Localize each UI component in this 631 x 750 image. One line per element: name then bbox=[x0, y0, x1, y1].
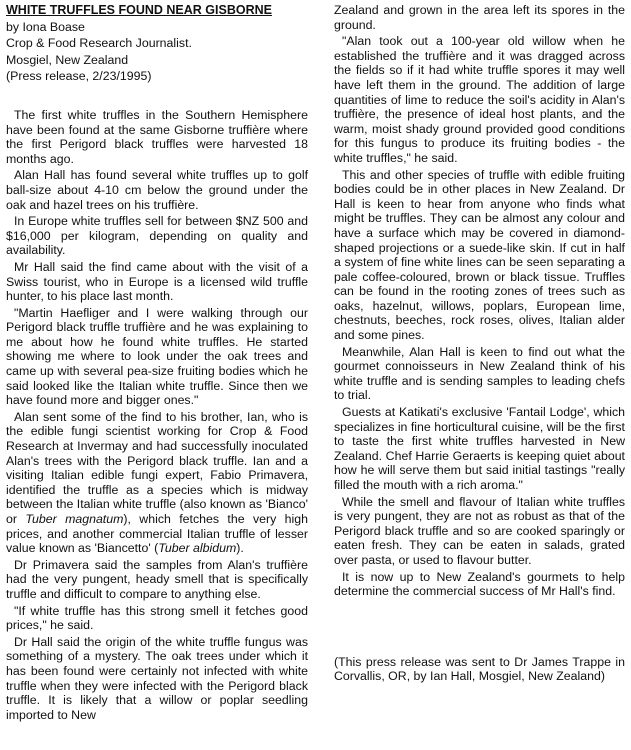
continued-paragraph: Zealand and grown in the area left its spores in the ground. bbox=[334, 3, 625, 32]
species-name: Tuber magnatum bbox=[25, 512, 124, 526]
paragraph: Guests at Katikati's exclusive 'Fantail Lodge', which specializes in fine horticultural cuisine, will be the first to taste the first white truffles harvested in New Zealand. Chef Harrie Geraerts is keeping quiet about how he will serve them but said initial tastings "really filled the mouth with a rich aroma." bbox=[334, 405, 625, 492]
left-column bbox=[6, 3, 308, 722]
paragraph: It is now up to New Zealand's gourmets to help determine the commercial success of Mr Hall's find. bbox=[334, 569, 625, 599]
paragraph: Dr Hall said the origin of the white truffle fungus was something of a mystery. The oak trees under which it has been found were certainly not infected with white truffle when they were infected with the Perigord black truffle. It is likely that a willow or poplar seedling imported to New bbox=[6, 634, 308, 722]
paragraph: "Alan took out a 100-year old willow when he established the truffière and it was dragged across the fields so if it had white truffle spores it may well have left them in the ground. The addition of large quantities of lime to reduce the soil's acidity in Alan's truffière, the presence of ideal host plants, and the warm, moist shady ground provided good conditions for this fungus to produce its fruiting bodies - the white truffles," he said. bbox=[334, 34, 625, 165]
paragraph: This and other species of truffle with edible fruiting bodies could be in other places in New Zealand. Dr Hall is keen to hear from anyone who finds what might be truffles. They can be almost any colour and have a surface which may be covered in diamond-shaped projections or a suede-like skin. If cut in half a system of fine white lines can be seen separating a pale coffee-coloured, brown or black tissue. Truffles can be found in the rooting zones of trees such as oaks, hazelnut, willows, poplars, European lime, chestnuts, beeches, rock roses, olives, Italian alder and some pines. bbox=[334, 167, 625, 343]
spacer bbox=[6, 84, 308, 108]
paragraph: Alan Hall has found several white truffles up to golf ball-size about 4-10 cm below the ground under the oak and hazel trees on his truffière. bbox=[6, 168, 308, 212]
spacer bbox=[334, 599, 625, 655]
paragraph: Mr Hall said the find came about with the visit of a Swiss tourist, who in Europe is a licensed wild truffle hunter, to his place last month. bbox=[6, 259, 308, 304]
paragraph: In Europe white truffles sell for between $NZ 500 and $16,000 per kilogram, depending on quality and availability. bbox=[6, 214, 308, 258]
paragraph-identification bbox=[6, 410, 308, 556]
paragraph: "Martin Haefliger and I were walking through our Perigord black truffle truffière and he was explaining to me about how he found white truffles. He started showing me where to look under the oak trees and came up with several pea-size fruiting bodies which he said looked like the Italian white truffle. Since then we have found more and bigger ones." bbox=[6, 305, 308, 408]
right-column bbox=[334, 3, 625, 684]
article-title: WHITE TRUFFLES FOUND NEAR GISBORNE bbox=[6, 3, 272, 17]
paragraph: Dr Primavera said the samples from Alan's truffière had the very pungent, heady smell that is specifically truffle and difficult to compare to anything else. bbox=[6, 557, 308, 601]
species-name: Tuber albidum bbox=[158, 541, 237, 556]
text-run: Alan sent some of the find to his brother, Ian, who is the edible fungi scientist working for Crop & Food Research at Invermay and had successfully inoculated Alan's trees with the Perigord black truffle. Ian and a visiting Italian edible fungi expert, Fabio Primavera, identified the truffle as a species which is midway between the Italian white truffle (also known as 'Bianco' or bbox=[6, 409, 308, 526]
text-run: ). bbox=[236, 541, 244, 556]
paragraph: The first white truffles in the Southern Hemisphere have been found at the same Gisborne truffière where the first Perigord black truffles were harvested 18 months ago. bbox=[6, 107, 308, 166]
footnote: (This press release was sent to Dr James Trappe in Corvallis, OR, by Ian Hall, Mosgiel, New Zealand) bbox=[334, 654, 625, 684]
dateline: (Press release, 2/23/1995) bbox=[6, 69, 152, 84]
affiliation: Crop & Food Research Journalist. bbox=[6, 36, 192, 51]
paragraph: "If white truffle has this strong smell it fetches good prices," he said. bbox=[6, 603, 308, 633]
paragraph: Meanwhile, Alan Hall is keen to find out what the gourmet connoisseurs in New Zealand think of his white truffle and is sending samples to leading chefs to trial. bbox=[334, 344, 625, 403]
text-run: ), which fetches the very high prices, and another commercial Italian truffle of lesser value known as 'Biancetto' ( bbox=[6, 512, 308, 556]
paragraph: While the smell and flavour of Italian white truffles is very pungent, they are not as robust as that of the Perigord black truffle and so are cooked sparingly or eaten fresh. They can be eaten in salads, grated over pasta, or used to flavour butter. bbox=[334, 494, 625, 567]
byline: by Iona Boase bbox=[6, 19, 85, 34]
location: Mosgiel, New Zealand bbox=[6, 52, 129, 67]
